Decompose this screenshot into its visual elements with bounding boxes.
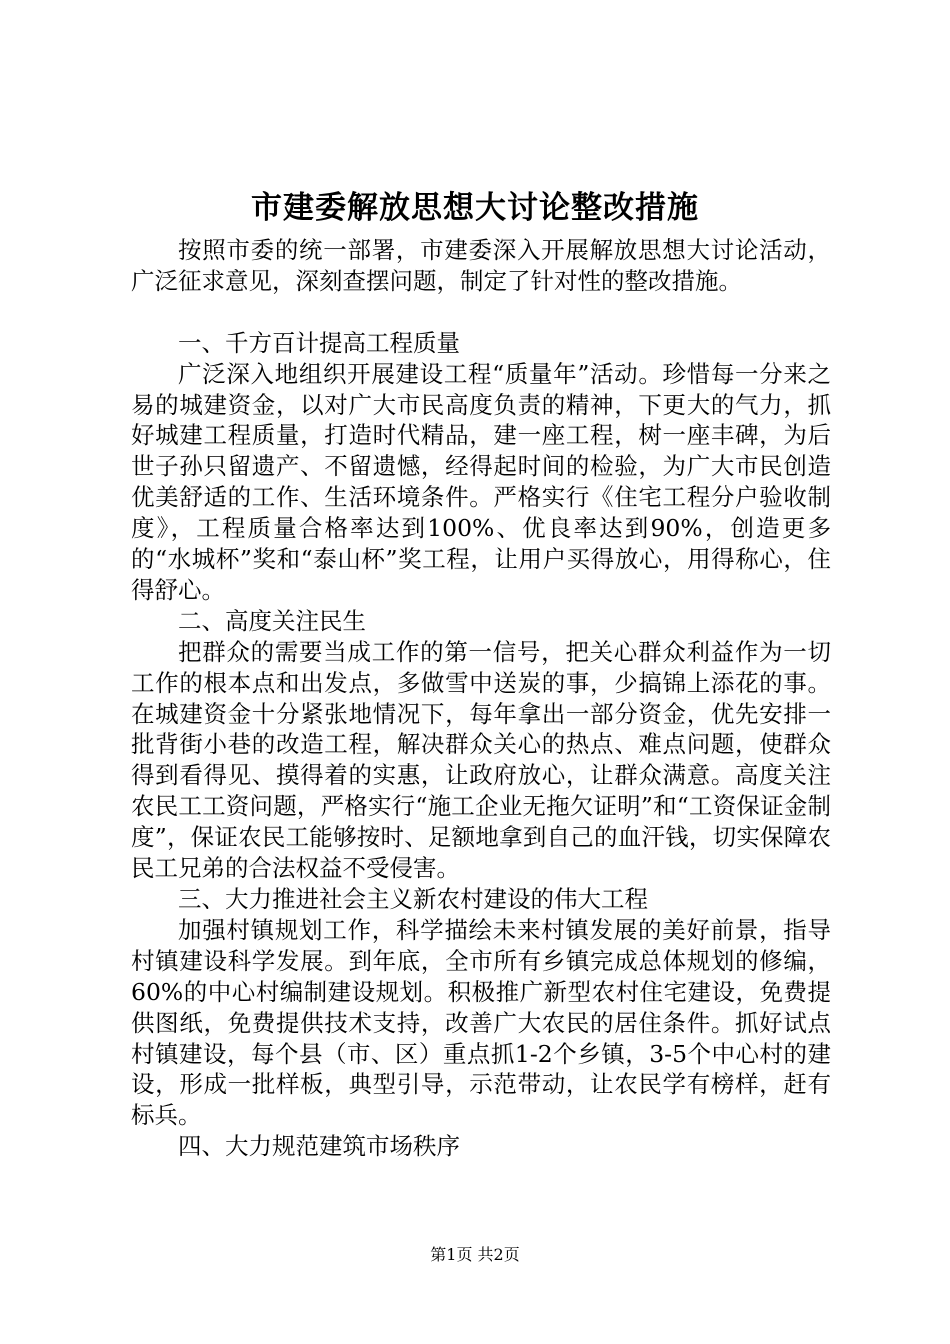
section-heading-3: 三、大力推进社会主义新农村建设的伟大工程 bbox=[178, 885, 648, 914]
section-heading-4: 四、大力规范建筑市场秩序 bbox=[178, 1132, 460, 1161]
section-heading-2: 二、高度关注民生 bbox=[178, 606, 366, 635]
body-paragraph: 加强村镇规划工作，科学描绘未来村镇发展的美好前景，指导村镇建设科学发展。到年底，全市所有乡镇完成总体规划的修编，60%的中心村编制建设规划。积极推广新型农村住宅建设，免费提供图纸，免费提供技术支持，改善广大农民的居住条件。抓好试点村镇建设，每个县（市、区）重点抓1-2个乡镇，3-5个中心村的建设，形成一批样板，典型引导，示范带动，让农民学有榜样，赶有标兵。 bbox=[131, 915, 831, 1130]
page-footer: 第1页 共2页 bbox=[430, 1245, 520, 1264]
intro-paragraph: 按照市委的统一部署，市建委深入开展解放思想大讨论活动，广泛征求意见，深刻查摆问题，制定了针对性的整改措施。 bbox=[131, 236, 831, 295]
document-title: 市建委解放思想大讨论整改措施 bbox=[251, 190, 699, 226]
section-heading-1: 一、千方百计提高工程质量 bbox=[178, 328, 460, 357]
document-body bbox=[131, 235, 831, 1162]
body-paragraph: 把群众的需要当成工作的第一信号，把关心群众利益作为一切工作的根本点和出发点，多做雪中送炭的事，少搞锦上添花的事。在城建资金十分紧张地情况下，每年拿出一部分资金，优先安排一批背街小巷的改造工程，解决群众关心的热点、难点问题，使群众得到看得见、摸得着的实惠，让政府放心，让群众满意。高度关注农民工工资问题，严格实行“施工企业无拖欠证明”和“工资保证金制度”，保证农民工能够按时、足额地拿到自己的血汗钱，切实保障农民工兄弟的合法权益不受侵害。 bbox=[131, 637, 831, 883]
body-paragraph: 广泛深入地组织开展建设工程“质量年”活动。珍惜每一分来之易的城建资金，以对广大市民高度负责的精神，下更大的气力，抓好城建工程质量，打造时代精品，建一座工程，树一座丰碑，为后世子孙只留遗产、不留遗憾，经得起时间的检验，为广大市民创造优美舒适的工作、生活环境条件。严格实行《住宅工程分户验收制度》，工程质量合格率达到100%、优良率达到90%，创造更多的“水城杯”奖和“泰山杯”奖工程，让用户买得放心，用得称心，住得舒心。 bbox=[131, 359, 831, 604]
